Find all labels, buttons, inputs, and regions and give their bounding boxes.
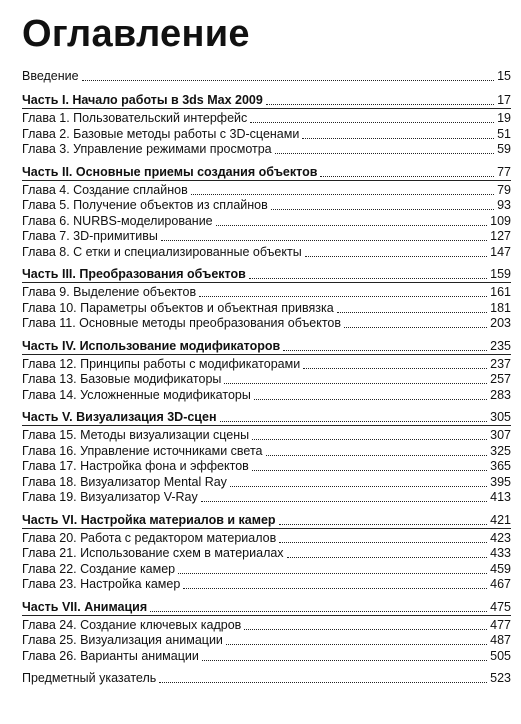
part-divider [22, 180, 511, 181]
dot-leader [344, 327, 487, 328]
toc-chapter [22, 475, 511, 490]
dot-leader [283, 350, 487, 351]
toc-chapter-page-number: 51 [497, 126, 511, 141]
toc-index [22, 671, 511, 686]
toc-chapter-label: Глава 18. Визуализатор Mental Ray [22, 474, 227, 489]
toc-chapter [22, 229, 511, 244]
toc-chapter-page-number: 423 [490, 530, 511, 545]
toc-chapter-page-number: 505 [490, 648, 511, 663]
toc-part-label: Часть I. Начало работы в 3ds Max 2009 [22, 93, 263, 108]
toc-chapter-label: Глава 15. Методы визуализации сцены [22, 428, 250, 442]
toc-chapter-page-number: 181 [490, 300, 511, 315]
toc-chapter-label: Глава 12. Принципы работы с модификаторами [22, 356, 301, 371]
toc-chapter-label: Глава 11. Основные методы преобразования объектов [22, 316, 342, 331]
toc-part [22, 410, 511, 425]
toc-part [22, 93, 511, 108]
toc-part-page-number: 421 [490, 512, 511, 527]
dot-leader [287, 557, 488, 558]
toc-chapter [22, 316, 511, 331]
toc-part-page-number: 305 [490, 409, 511, 424]
dot-leader [337, 312, 487, 313]
dot-leader [302, 138, 494, 139]
part-divider [22, 282, 511, 283]
dot-leader [224, 383, 487, 384]
toc-chapter [22, 531, 511, 546]
toc-chapter-label: Глава 8. С етки и специализированные объекты [22, 245, 302, 259]
part-divider [22, 354, 511, 355]
toc-chapter-page-number: 79 [497, 182, 511, 197]
toc-part [22, 339, 511, 354]
dot-leader [271, 209, 494, 210]
part-divider [22, 108, 511, 109]
dot-leader [150, 611, 487, 612]
toc-index-label: Предметный указатель [22, 670, 157, 685]
toc-chapter-label: Глава 25. Визуализация анимации [22, 633, 223, 648]
toc-chapter [22, 198, 511, 213]
dot-leader [216, 225, 488, 226]
toc-chapter-page-number: 433 [490, 546, 511, 561]
toc-chapter-label: Глава 21. Использование схем в материалах [22, 546, 284, 561]
toc-chapter [22, 633, 511, 648]
dot-leader [252, 439, 487, 440]
toc-chapter-label: Глава 7. 3D-примитивы [22, 229, 158, 244]
toc-part-page-number: 235 [490, 338, 511, 353]
toc-chapter-label: Глава 1. Пользовательский интерфейс [22, 111, 248, 126]
toc-chapter-page-number: 487 [490, 633, 511, 648]
toc-part-label: Часть VI. Настройка материалов и камер [22, 512, 276, 527]
toc-chapter-label: Глава 16. Управление источниками света [22, 443, 263, 458]
toc-chapter-label: Глава 24. Создание ключевых кадров [22, 617, 242, 632]
part-divider [22, 528, 511, 529]
dot-leader [183, 588, 487, 589]
dot-leader [191, 194, 494, 195]
toc-chapter [22, 649, 511, 664]
toc-chapter-label: Глава 10. Параметры объектов и объектная привязка [22, 300, 334, 315]
toc-chapter-page-number: 59 [497, 142, 511, 157]
toc-chapter [22, 301, 511, 316]
toc-part [22, 165, 511, 180]
dot-leader [244, 629, 487, 630]
toc-part [22, 267, 511, 282]
dot-leader [249, 278, 487, 279]
toc-chapter [22, 245, 511, 260]
toc-chapter [22, 127, 511, 142]
toc-chapter [22, 459, 511, 474]
toc-chapter [22, 428, 511, 443]
toc-chapter [22, 490, 511, 505]
toc-chapter-label: Глава 26. Варианты анимации [22, 648, 199, 663]
toc-intro [22, 69, 511, 84]
dot-leader [303, 368, 487, 369]
toc-chapter-label: Глава 13. Базовые модификаторы [22, 372, 222, 387]
dot-leader [201, 501, 487, 502]
toc-chapter-label: Глава 5. Получение объектов из сплайнов [22, 198, 268, 213]
toc-chapter [22, 577, 511, 592]
toc-part-page-number: 475 [490, 599, 511, 614]
toc-chapter [22, 142, 511, 157]
toc-part [22, 513, 511, 528]
toc-chapter-page-number: 459 [490, 561, 511, 576]
dot-leader [252, 470, 487, 471]
toc-chapter [22, 444, 511, 459]
dot-leader [305, 256, 487, 257]
toc-intro-label: Введение [22, 69, 79, 83]
part-divider [22, 425, 511, 426]
toc-chapter-page-number: 109 [490, 213, 511, 228]
toc-chapter-page-number: 203 [490, 316, 511, 331]
toc-chapter-page-number: 93 [497, 198, 511, 213]
toc-chapter-label: Глава 3. Управление режимами просмотра [22, 142, 272, 157]
toc-chapter-label: Глава 6. NURBS-моделирование [22, 213, 213, 228]
toc-part [22, 600, 511, 615]
toc-chapter [22, 546, 511, 561]
toc-chapter-label: Глава 22. Создание камер [22, 561, 176, 576]
toc-chapter [22, 618, 511, 633]
toc-chapter-label: Глава 9. Выделение объектов [22, 285, 197, 300]
dot-leader [220, 421, 488, 422]
dot-leader [279, 542, 487, 543]
dot-leader [230, 486, 487, 487]
toc-part-label: Часть VII. Анимация [22, 599, 148, 614]
toc-part-label: Часть V. Визуализация 3D-сцен [22, 409, 217, 424]
toc-intro-page-number: 15 [497, 69, 511, 83]
toc-part-page-number: 77 [497, 164, 511, 179]
toc-chapter-label: Глава 19. Визуализатор V-Ray [22, 490, 198, 505]
toc-chapter-page-number: 147 [490, 245, 511, 259]
toc-chapter-page-number: 19 [497, 111, 511, 126]
toc-chapter [22, 562, 511, 577]
toc-chapter-page-number: 325 [490, 443, 511, 458]
toc-part-page-number: 159 [490, 267, 511, 282]
toc-chapter-label: Глава 4. Создание сплайнов [22, 182, 188, 197]
toc-chapter [22, 111, 511, 126]
toc-chapter-label: Глава 20. Работа с редактором материалов [22, 530, 277, 545]
toc-chapter-page-number: 307 [490, 428, 511, 442]
toc-chapter [22, 214, 511, 229]
part-divider [22, 615, 511, 616]
toc-part-label: Часть IV. Использование модификаторов [22, 338, 281, 353]
toc-chapter-page-number: 127 [490, 229, 511, 244]
toc-chapter-page-number: 413 [490, 490, 511, 505]
toc-chapter-page-number: 237 [490, 356, 511, 371]
dot-leader [82, 80, 494, 81]
toc-part-label: Часть III. Преобразования объектов [22, 267, 246, 282]
toc-chapter-page-number: 467 [490, 577, 511, 592]
dot-leader [266, 455, 488, 456]
toc-chapter-label: Глава 23. Настройка камер [22, 577, 181, 592]
toc-part-page-number: 17 [497, 93, 511, 108]
toc-chapter-page-number: 161 [490, 285, 511, 300]
toc-chapter [22, 183, 511, 198]
dot-leader [159, 682, 487, 683]
dot-leader [250, 122, 494, 123]
dot-leader [320, 176, 494, 177]
toc-chapter [22, 357, 511, 372]
toc-chapter [22, 388, 511, 403]
toc-chapter-label: Глава 17. Настройка фона и эффектов [22, 459, 249, 474]
dot-leader [279, 524, 488, 525]
dot-leader [202, 660, 487, 661]
toc-chapter-page-number: 477 [490, 617, 511, 632]
toc-index-page-number: 523 [490, 670, 511, 685]
dot-leader [266, 104, 494, 105]
toc-chapter-label: Глава 2. Базовые методы работы с 3D-сценами [22, 126, 300, 141]
dot-leader [178, 573, 487, 574]
dot-leader [226, 644, 487, 645]
dot-leader [161, 240, 487, 241]
dot-leader [199, 296, 487, 297]
toc-chapter-page-number: 395 [490, 474, 511, 489]
toc-chapter-page-number: 283 [490, 387, 511, 402]
toc-chapter-page-number: 365 [490, 459, 511, 474]
toc-chapter [22, 285, 511, 300]
toc-chapter [22, 372, 511, 387]
dot-leader [254, 399, 487, 400]
toc-part-label: Часть II. Основные приемы создания объектов [22, 164, 318, 179]
page-title: Оглавление [22, 13, 250, 55]
toc-chapter-page-number: 257 [490, 372, 511, 387]
dot-leader [275, 153, 494, 154]
toc-chapter-label: Глава 14. Усложненные модификаторы [22, 387, 251, 402]
